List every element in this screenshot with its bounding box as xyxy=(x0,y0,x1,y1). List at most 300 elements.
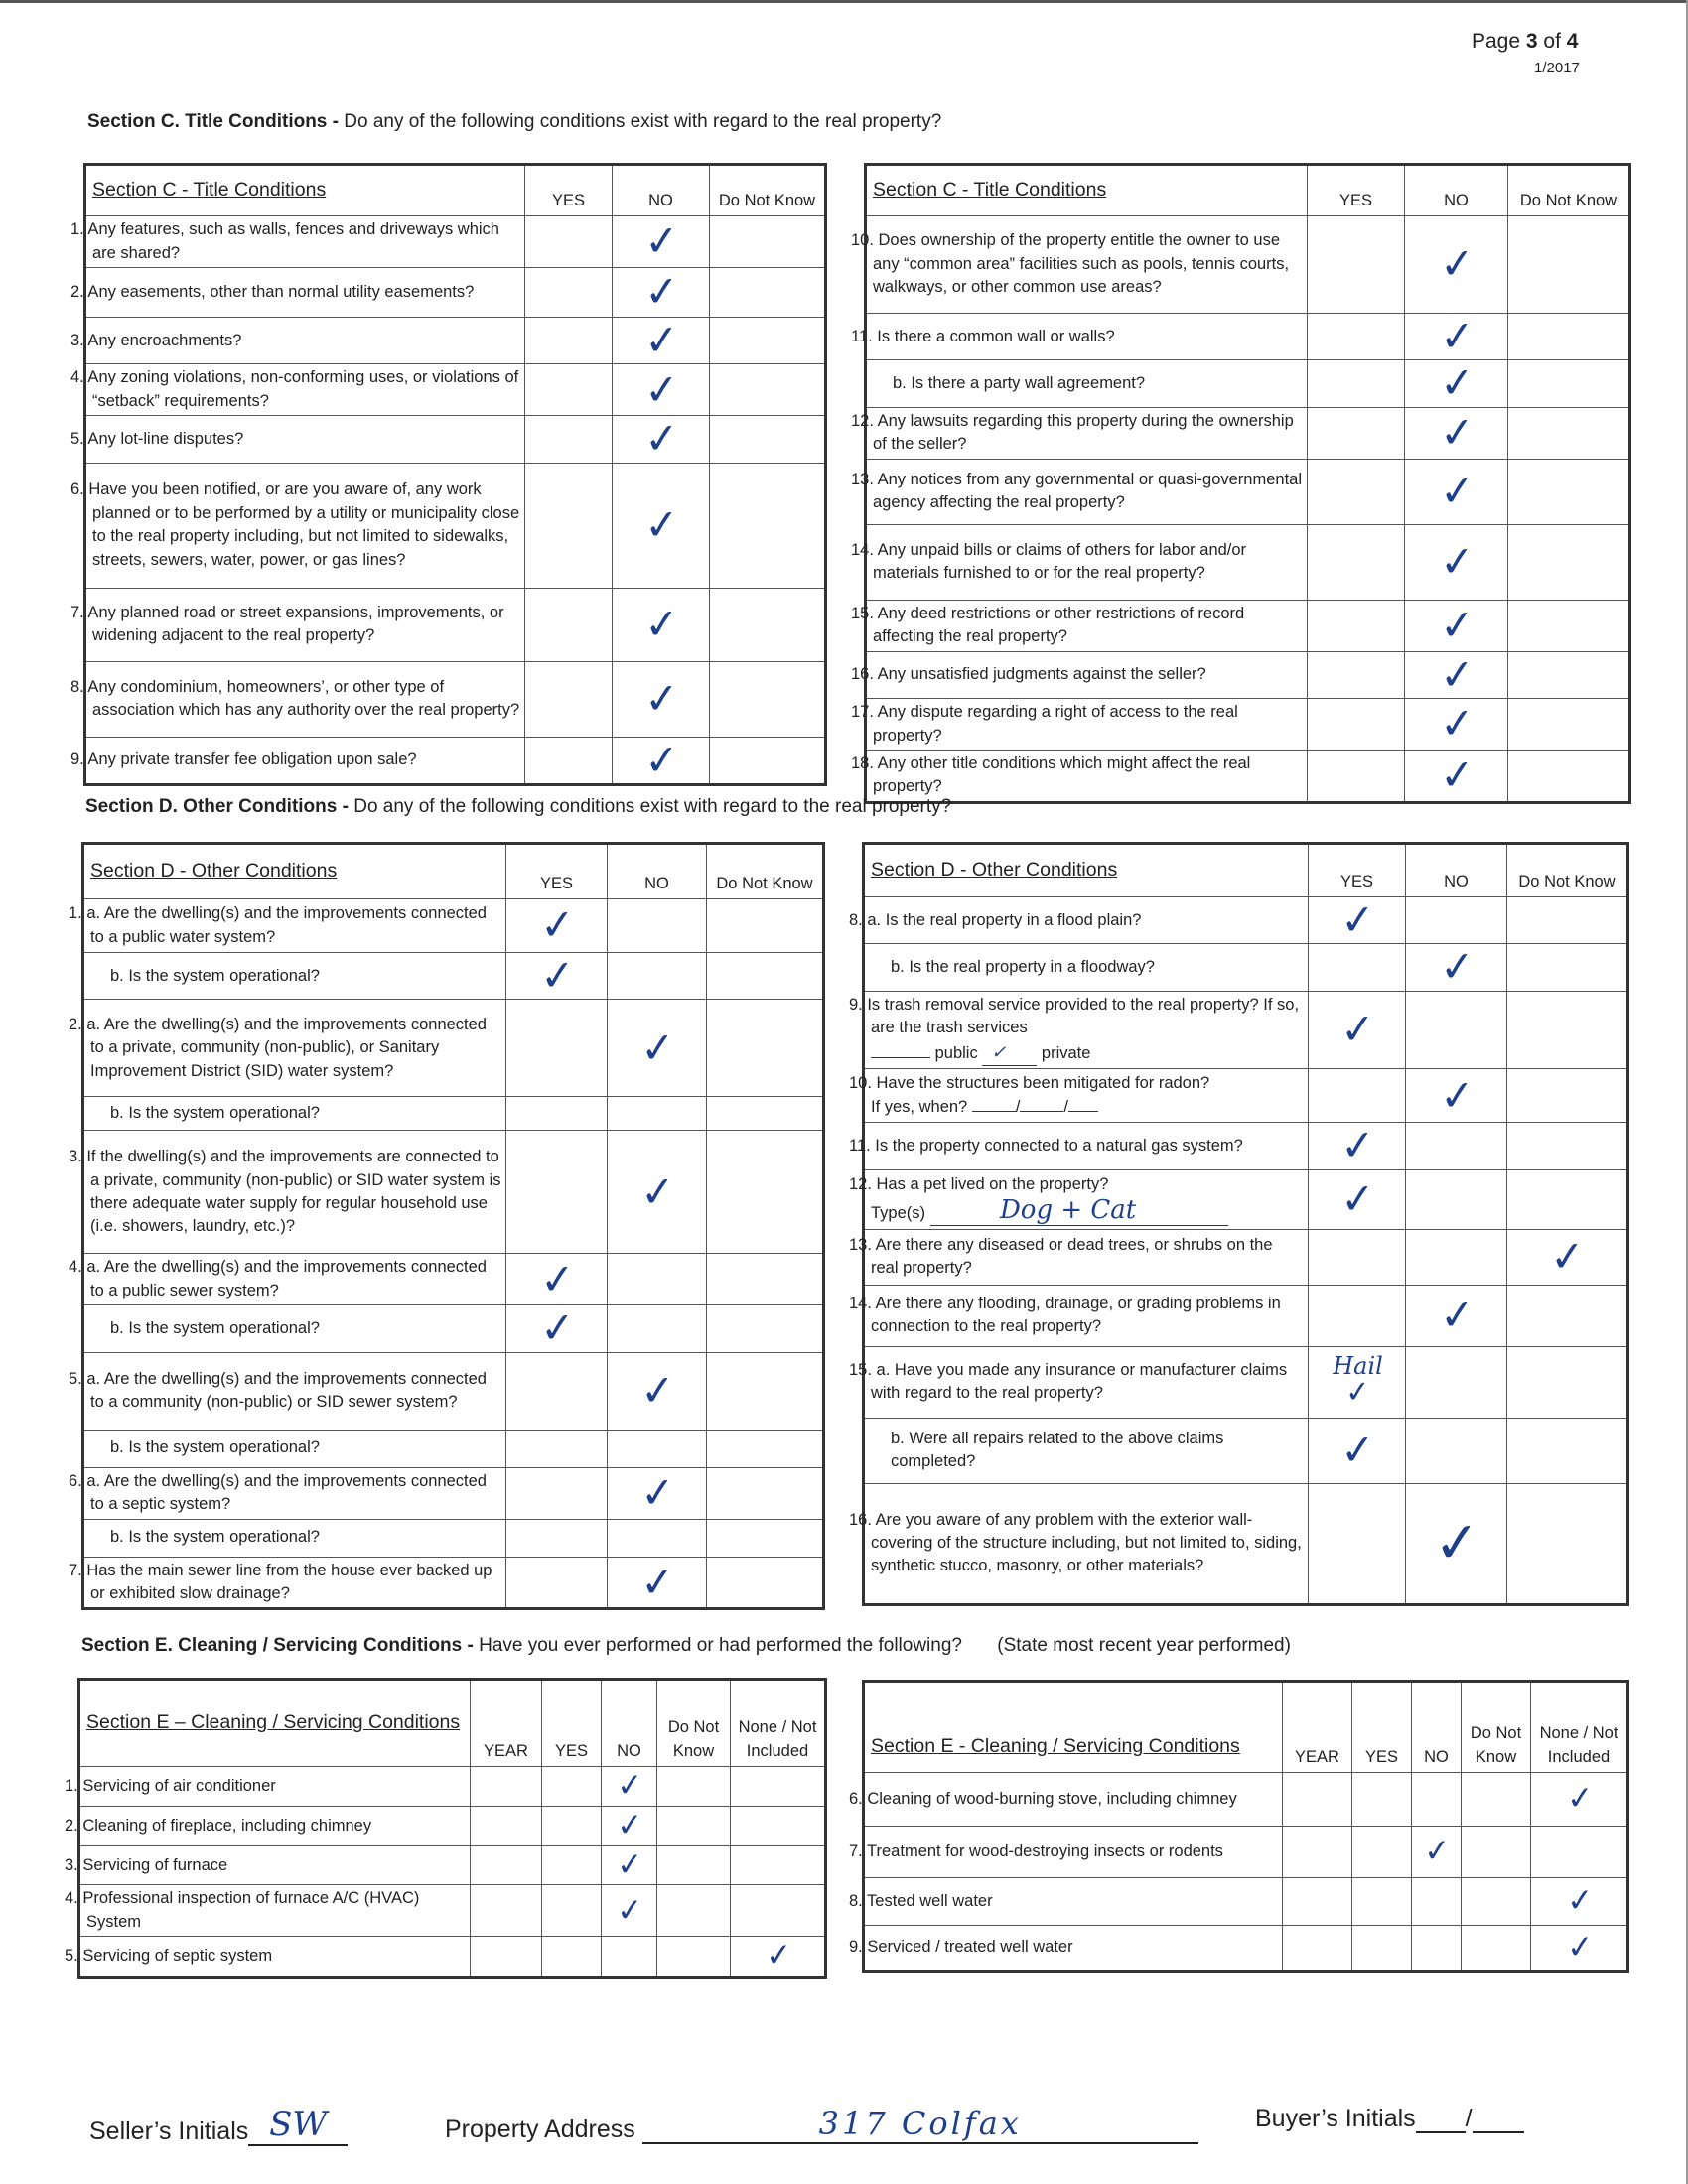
dnk-cell[interactable] xyxy=(1508,651,1630,698)
yes-cell[interactable] xyxy=(506,1467,608,1519)
dnk-cell[interactable] xyxy=(1462,1878,1531,1926)
no-cell[interactable] xyxy=(608,1305,707,1352)
no-cell[interactable] xyxy=(1405,407,1508,459)
no-cell[interactable] xyxy=(602,1885,657,1937)
no-cell[interactable] xyxy=(608,1467,707,1519)
question-text: 8. Tested well water xyxy=(864,1878,1283,1926)
section-c-heading xyxy=(87,111,941,133)
col-no: NO xyxy=(602,1680,657,1767)
yes-cell[interactable] xyxy=(525,737,613,784)
pet-type-field[interactable] xyxy=(930,1196,1228,1226)
no-cell[interactable] xyxy=(602,1937,657,1977)
col-year: YEAR xyxy=(1283,1682,1352,1773)
dnk-cell[interactable] xyxy=(707,953,824,1000)
yes-cell[interactable] xyxy=(1309,1120,1406,1171)
checkmark: ✓ xyxy=(764,1935,793,1976)
table-row xyxy=(85,416,826,463)
question-text: 7. Any planned road or street expansions, improvements, or widening adjacent to the real property? xyxy=(85,588,525,661)
year-cell[interactable] xyxy=(471,1767,542,1807)
no-cell[interactable] xyxy=(608,1519,707,1557)
yes-cell[interactable] xyxy=(1308,314,1405,360)
dnk-cell[interactable] xyxy=(1508,459,1630,524)
checkmark: ✓ xyxy=(642,734,681,785)
checkmark: ✓ xyxy=(1431,1509,1483,1577)
yes-cell[interactable] xyxy=(525,588,613,661)
table-header-row xyxy=(864,1682,1628,1773)
table-row xyxy=(864,1123,1628,1169)
dnk-cell[interactable] xyxy=(710,318,826,364)
dnk-cell[interactable] xyxy=(707,899,824,953)
dnk-cell[interactable] xyxy=(707,1131,824,1254)
dnk-cell[interactable] xyxy=(1462,1827,1531,1878)
table-row xyxy=(79,1885,826,1937)
buyer-initials-separator: / xyxy=(1465,2105,1473,2132)
question-cell xyxy=(849,991,1309,1068)
yes-cell[interactable] xyxy=(1308,216,1405,314)
yes-cell[interactable] xyxy=(1308,699,1405,751)
none-cell[interactable] xyxy=(731,1846,826,1885)
year-cell[interactable] xyxy=(471,1885,542,1937)
year-cell[interactable] xyxy=(1283,1926,1352,1972)
no-cell[interactable] xyxy=(1406,1346,1507,1418)
table-row xyxy=(83,1519,824,1557)
yes-cell[interactable] xyxy=(525,416,613,463)
question-text: 12. Any lawsuits regarding this property during the ownership of the seller? xyxy=(866,407,1308,459)
yes-cell[interactable] xyxy=(525,364,613,416)
yes-cell[interactable] xyxy=(1308,524,1405,600)
question-text: 2. Any easements, other than normal utility easements? xyxy=(85,268,525,318)
checkmark: ✓ xyxy=(1438,406,1477,459)
dnk-cell[interactable] xyxy=(710,588,826,661)
no-cell[interactable] xyxy=(1406,1229,1507,1285)
yes-cell[interactable] xyxy=(525,216,613,268)
none-cell[interactable] xyxy=(731,1767,826,1807)
section-e-heading xyxy=(81,1635,1291,1657)
section-d-heading-rest: Do any of the following conditions exist with regard to the real property? xyxy=(348,796,952,817)
no-cell[interactable] xyxy=(1406,1483,1507,1604)
dnk-cell[interactable] xyxy=(1507,897,1628,944)
yes-cell[interactable] xyxy=(1309,1483,1406,1604)
dnk-cell[interactable] xyxy=(1508,699,1630,751)
dnk-cell[interactable] xyxy=(1462,1926,1531,1972)
checkmark: ✓ xyxy=(1438,698,1477,750)
yes-cell[interactable] xyxy=(1309,1285,1406,1346)
year-cell[interactable] xyxy=(1283,1878,1352,1926)
question-text: 14. Any unpaid bills or claims of others for labor and/or materials furnished to or for the real property? xyxy=(866,524,1308,600)
checkmark: ✓ xyxy=(642,215,681,267)
yes-cell[interactable] xyxy=(1352,1827,1412,1878)
dnk-cell[interactable] xyxy=(1508,314,1630,360)
question-text: 11. Is there a common wall or walls? xyxy=(866,314,1308,360)
table-row xyxy=(866,524,1630,600)
dnk-cell[interactable] xyxy=(1507,1483,1628,1604)
no-cell[interactable] xyxy=(1406,1169,1507,1229)
none-cell[interactable] xyxy=(1531,1773,1628,1827)
table-row xyxy=(864,1878,1628,1926)
dnk-cell[interactable] xyxy=(707,1519,824,1557)
pet-type-value: Dog + Cat xyxy=(999,1195,1137,1226)
yes-cell[interactable] xyxy=(1308,651,1405,698)
section-e-heading-bold: Section E. Cleaning / Servicing Conditions - xyxy=(81,1635,474,1656)
public-blank[interactable] xyxy=(871,1057,930,1058)
table-row xyxy=(864,1346,1628,1418)
table-row xyxy=(864,1285,1628,1346)
dnk-cell[interactable] xyxy=(1508,750,1630,802)
no-cell[interactable] xyxy=(613,216,710,268)
no-cell[interactable] xyxy=(1412,1878,1462,1926)
dnk-cell[interactable] xyxy=(1507,1229,1628,1285)
checkmark: ✓ xyxy=(642,363,681,415)
dnk-cell[interactable] xyxy=(707,1097,824,1131)
radon-year-blank[interactable] xyxy=(1068,1111,1098,1112)
col-yes: YES xyxy=(1308,165,1405,216)
question-cell xyxy=(849,1169,1309,1229)
no-cell[interactable] xyxy=(613,364,710,416)
question-text: 16. Any unsatisfied judgments against the seller? xyxy=(866,651,1308,698)
question-text: 5. Any lot-line disputes? xyxy=(85,416,525,463)
yes-cell[interactable] xyxy=(506,899,608,953)
question-cell xyxy=(849,1069,1309,1123)
dnk-cell[interactable] xyxy=(710,661,826,737)
yes-cell[interactable] xyxy=(1308,407,1405,459)
yes-cell[interactable] xyxy=(542,1846,602,1885)
yes-cell[interactable] xyxy=(1352,1773,1412,1827)
section-d-heading-bold: Section D. Other Conditions - xyxy=(85,796,349,817)
date-separator: / xyxy=(1063,1097,1069,1116)
no-cell[interactable] xyxy=(1405,750,1508,802)
dnk-cell[interactable] xyxy=(1507,1123,1628,1169)
question-text: 15. a. Have you made any insurance or manufacturer claims with regard to the real property? xyxy=(864,1346,1309,1418)
no-cell[interactable] xyxy=(608,1097,707,1131)
dnk-cell[interactable] xyxy=(707,1352,824,1430)
col-none-not-included: None / Not Included xyxy=(731,1680,826,1767)
question-text: 10. Does ownership of the property entitle the owner to use any “common area” facilities such as pools, tennis courts, walkways, or other common use areas? xyxy=(866,216,1308,314)
yes-cell[interactable] xyxy=(1352,1926,1412,1972)
yes-cell[interactable] xyxy=(542,1885,602,1937)
dnk-cell[interactable] xyxy=(657,1937,731,1977)
yes-cell[interactable] xyxy=(506,1557,608,1609)
dnk-cell[interactable] xyxy=(707,1305,824,1352)
dnk-cell[interactable] xyxy=(707,1000,824,1097)
table-row xyxy=(83,1254,824,1305)
dnk-cell[interactable] xyxy=(657,1807,731,1846)
table-row xyxy=(866,216,1630,314)
yes-cell[interactable] xyxy=(542,1937,602,1977)
table-row xyxy=(85,737,826,784)
col-yes: YES xyxy=(1309,844,1406,897)
table-row xyxy=(83,1097,824,1131)
checkmark: ✓ xyxy=(538,1302,577,1354)
question-text: 4. a. Are the dwelling(s) and the improvements connected to a public sewer system? xyxy=(83,1254,506,1305)
no-cell[interactable] xyxy=(608,1000,707,1097)
dnk-cell[interactable] xyxy=(710,268,826,318)
section-d-left-table xyxy=(69,842,825,1610)
yes-cell[interactable] xyxy=(506,1254,608,1305)
no-cell[interactable] xyxy=(1412,1773,1462,1827)
question-text: 8. Any condominium, homeowners’, or other type of association which has any authority over the real property? xyxy=(85,661,525,737)
checkmark: ✓ xyxy=(1338,1172,1377,1225)
option-public: public xyxy=(934,1043,978,1062)
yes-cell[interactable] xyxy=(506,1430,608,1467)
dnk-cell[interactable] xyxy=(707,1467,824,1519)
question-text: 13. Any notices from any governmental or quasi-governmental agency affecting the real property? xyxy=(866,459,1308,524)
dnk-cell[interactable] xyxy=(710,737,826,784)
table-row xyxy=(79,1767,826,1807)
no-cell[interactable] xyxy=(608,1352,707,1430)
dnk-cell[interactable] xyxy=(707,1254,824,1305)
no-cell[interactable] xyxy=(608,1557,707,1609)
no-cell[interactable] xyxy=(1406,991,1507,1068)
year-cell[interactable] xyxy=(471,1846,542,1885)
table-header-row xyxy=(866,165,1630,216)
yes-cell[interactable] xyxy=(1309,1169,1406,1229)
no-cell[interactable] xyxy=(1405,699,1508,751)
pet-type-label: Type(s) xyxy=(871,1204,926,1223)
table-row xyxy=(864,944,1628,991)
none-cell[interactable] xyxy=(1531,1878,1628,1926)
table-row xyxy=(864,1926,1628,1972)
yes-cell[interactable] xyxy=(1309,1069,1406,1123)
dnk-cell[interactable] xyxy=(657,1885,731,1937)
question-text: b. Is the system operational? xyxy=(83,1305,506,1352)
question-text: b. Is the system operational? xyxy=(83,953,506,1000)
no-cell[interactable] xyxy=(602,1807,657,1846)
yes-cell[interactable] xyxy=(506,1352,608,1430)
dnk-cell[interactable] xyxy=(710,416,826,463)
checkmark: ✓ xyxy=(615,1765,645,1806)
yes-cell[interactable] xyxy=(525,268,613,318)
yes-cell[interactable] xyxy=(506,949,608,1002)
dnk-cell[interactable] xyxy=(1507,944,1628,991)
table-row xyxy=(866,314,1630,360)
dnk-cell[interactable] xyxy=(1507,991,1628,1068)
dnk-cell[interactable] xyxy=(1508,600,1630,651)
no-cell[interactable] xyxy=(613,413,710,465)
no-cell[interactable] xyxy=(1405,216,1508,314)
no-cell[interactable] xyxy=(1405,648,1508,700)
year-cell[interactable] xyxy=(471,1807,542,1846)
no-cell[interactable] xyxy=(613,661,710,737)
yes-cell[interactable] xyxy=(525,318,613,364)
dnk-cell[interactable] xyxy=(1507,1169,1628,1229)
buyer-initials-field-2[interactable] xyxy=(1473,2131,1524,2133)
no-cell[interactable] xyxy=(613,314,710,366)
year-cell[interactable] xyxy=(1283,1773,1352,1827)
checkmark: ✓ xyxy=(638,1364,677,1417)
checkmark: ✓ xyxy=(1338,1004,1377,1055)
yes-cell[interactable] xyxy=(506,1000,608,1097)
dnk-cell[interactable] xyxy=(657,1846,731,1885)
no-cell[interactable] xyxy=(1412,1926,1462,1972)
dnk-cell[interactable] xyxy=(1508,216,1630,314)
no-cell[interactable] xyxy=(608,1254,707,1305)
none-cell[interactable] xyxy=(731,1937,826,1977)
no-cell[interactable] xyxy=(1406,941,1507,993)
table-header-row xyxy=(864,844,1628,897)
dnk-cell[interactable] xyxy=(1507,1418,1628,1483)
yes-cell[interactable] xyxy=(1309,944,1406,991)
none-cell[interactable] xyxy=(1531,1827,1628,1878)
no-cell[interactable] xyxy=(613,588,710,661)
question-text: 15. Any deed restrictions or other restrictions of record affecting the real property? xyxy=(866,600,1308,651)
checkmark: ✓ xyxy=(638,1466,677,1519)
no-cell[interactable] xyxy=(608,1430,707,1467)
col-yes: YES xyxy=(542,1680,602,1767)
table-row xyxy=(79,1846,826,1885)
yes-cell[interactable] xyxy=(525,463,613,588)
none-cell[interactable] xyxy=(731,1885,826,1937)
col-no: NO xyxy=(1412,1682,1462,1773)
question-text: b. Is the real property in a floodway? xyxy=(864,944,1309,991)
no-cell[interactable] xyxy=(1405,459,1508,524)
dnk-cell[interactable] xyxy=(1508,407,1630,459)
no-cell[interactable] xyxy=(602,1846,657,1885)
question-text: 3. If the dwelling(s) and the improvements are connected to a private, community (non-public) or SID water system is there adequate water supply for regular household use (i.e. showers, laundry, etc.)? xyxy=(83,1131,506,1254)
question-text: 6. Have you been notified, or are you aware of, any work planned or to be performed by a utility or municipality close to the real property including, but not limited to sidewalks, streets, sewers, water, power, or gas lines? xyxy=(85,463,525,588)
yes-cell[interactable] xyxy=(1309,1346,1406,1418)
no-cell[interactable] xyxy=(1406,1069,1507,1123)
checkmark: ✓ xyxy=(615,1844,645,1884)
no-cell[interactable] xyxy=(1405,524,1508,600)
section-e-heading-rest: Have you ever performed or had performed the following? xyxy=(473,1635,962,1656)
checkmark: ✓ xyxy=(1565,1880,1595,1921)
dnk-cell[interactable] xyxy=(1508,524,1630,600)
page-number xyxy=(1472,30,1578,54)
section-e-heading-note: (State most recent year performed) xyxy=(997,1635,1291,1656)
yes-cell[interactable] xyxy=(1309,1229,1406,1285)
table-row xyxy=(85,216,826,268)
table-row xyxy=(864,897,1628,944)
checkmark: ✓ xyxy=(615,1889,645,1930)
table-row xyxy=(79,1807,826,1846)
checkmark: ✓ xyxy=(642,598,681,650)
dnk-cell[interactable] xyxy=(710,364,826,416)
no-cell[interactable] xyxy=(613,463,710,588)
dnk-cell[interactable] xyxy=(1507,1069,1628,1123)
no-cell[interactable] xyxy=(608,899,707,953)
yes-cell[interactable] xyxy=(1352,1878,1412,1926)
yes-cell[interactable] xyxy=(1309,991,1406,1068)
private-blank[interactable] xyxy=(982,1040,1037,1067)
question-text: 9. Serviced / treated well water xyxy=(864,1926,1283,1972)
year-cell[interactable] xyxy=(471,1937,542,1977)
question-text: b. Is there a party wall agreement? xyxy=(866,360,1308,407)
dnk-cell[interactable] xyxy=(1462,1773,1531,1827)
table-row xyxy=(83,899,824,953)
question-text: b. Is the system operational? xyxy=(83,1519,506,1557)
no-cell[interactable] xyxy=(1406,1418,1507,1483)
checkmark: ✓ xyxy=(538,949,577,1002)
no-cell[interactable] xyxy=(1412,1827,1462,1878)
col-do-not-know: Do Not Know xyxy=(1462,1682,1531,1773)
col-no: NO xyxy=(613,165,710,216)
question-text: 1. Servicing of air conditioner xyxy=(79,1767,471,1807)
yes-cell[interactable] xyxy=(525,661,613,737)
question-text: 2. a. Are the dwelling(s) and the improvements connected to a private, community (non-public), or Sanitary Improvement District (SID) water system? xyxy=(83,1000,506,1097)
yes-cell[interactable] xyxy=(506,1131,608,1254)
no-cell[interactable] xyxy=(608,953,707,1000)
table-title: Section C - Title Conditions xyxy=(85,165,525,216)
year-cell[interactable] xyxy=(1283,1827,1352,1878)
seller-initials-field[interactable] xyxy=(248,2105,348,2146)
checkmark: ✓ xyxy=(1438,599,1477,651)
no-cell[interactable] xyxy=(608,1131,707,1254)
property-address-field[interactable] xyxy=(642,2105,1198,2144)
yes-cell[interactable] xyxy=(542,1767,602,1807)
section-c-heading-bold: Section C. Title Conditions - xyxy=(87,111,339,132)
no-cell[interactable] xyxy=(1405,357,1508,409)
seller-initials-block xyxy=(89,2105,348,2146)
yes-cell[interactable] xyxy=(542,1807,602,1846)
yes-cell[interactable] xyxy=(506,1302,608,1354)
dnk-cell[interactable] xyxy=(707,1430,824,1467)
no-cell[interactable] xyxy=(1406,1123,1507,1169)
checkmark: ✓ xyxy=(615,1805,645,1845)
checkmark: ✓ xyxy=(638,1022,677,1073)
checkmark: ✓ xyxy=(1438,1289,1477,1341)
yes-cell[interactable] xyxy=(506,1097,608,1131)
col-do-not-know: Do Not Know xyxy=(707,844,824,899)
table-title: Section E – Cleaning / Servicing Conditions xyxy=(79,1680,471,1767)
yes-cell[interactable] xyxy=(506,1519,608,1557)
no-cell[interactable] xyxy=(602,1767,657,1807)
dnk-cell[interactable] xyxy=(710,216,826,268)
radon-day-blank[interactable] xyxy=(1020,1111,1063,1112)
yes-cell[interactable] xyxy=(1308,600,1405,651)
question-text: 7. Has the main sewer line from the house ever backed up or exhibited slow drainage? xyxy=(83,1557,506,1609)
dnk-cell[interactable] xyxy=(1507,1346,1628,1418)
section-c-right-table xyxy=(851,163,1631,804)
dnk-cell[interactable] xyxy=(1508,360,1630,407)
none-cell[interactable] xyxy=(1531,1926,1628,1972)
checkmark: ✓ xyxy=(1438,357,1477,409)
question-text: 3. Any encroachments? xyxy=(85,318,525,364)
question-text: b. Is the system operational? xyxy=(83,1430,506,1467)
yes-cell[interactable] xyxy=(1308,750,1405,802)
dnk-cell[interactable] xyxy=(657,1767,731,1807)
checkmark: ✓ xyxy=(642,266,681,318)
yes-cell[interactable] xyxy=(1308,459,1405,524)
checkmark: ✓ xyxy=(642,314,681,366)
table-row xyxy=(85,463,826,588)
no-cell[interactable] xyxy=(613,734,710,785)
yes-cell[interactable] xyxy=(1309,893,1406,946)
table-row xyxy=(83,1131,824,1254)
radon-month-blank[interactable] xyxy=(972,1111,1016,1112)
table-row xyxy=(83,1467,824,1519)
dnk-cell[interactable] xyxy=(1507,1285,1628,1346)
checkmark: ✓ xyxy=(1565,1778,1595,1819)
question-text: 12. Has a pet lived on the property? xyxy=(849,1174,1109,1193)
no-cell[interactable] xyxy=(613,268,710,318)
checkmark: ✓ xyxy=(642,413,681,465)
dnk-cell[interactable] xyxy=(710,463,826,588)
question-text: 2. Cleaning of fireplace, including chimney xyxy=(79,1807,471,1846)
question-text: 9. Is trash removal service provided to the real property? If so, are the trash services xyxy=(849,995,1300,1037)
no-cell[interactable] xyxy=(1406,897,1507,944)
no-cell[interactable] xyxy=(1406,1285,1507,1346)
none-cell[interactable] xyxy=(731,1807,826,1846)
section-c-heading-rest: Do any of the following conditions exist with regard to the real property? xyxy=(338,111,942,132)
dnk-cell[interactable] xyxy=(707,1557,824,1609)
no-cell[interactable] xyxy=(1405,600,1508,651)
yes-cell[interactable] xyxy=(1309,1418,1406,1483)
no-cell[interactable] xyxy=(1405,310,1508,362)
question-text: b. Is the system operational? xyxy=(83,1097,506,1131)
buyer-initials-field-1[interactable] xyxy=(1416,2131,1466,2133)
table-header-row xyxy=(83,844,824,899)
yes-cell[interactable] xyxy=(1308,360,1405,407)
